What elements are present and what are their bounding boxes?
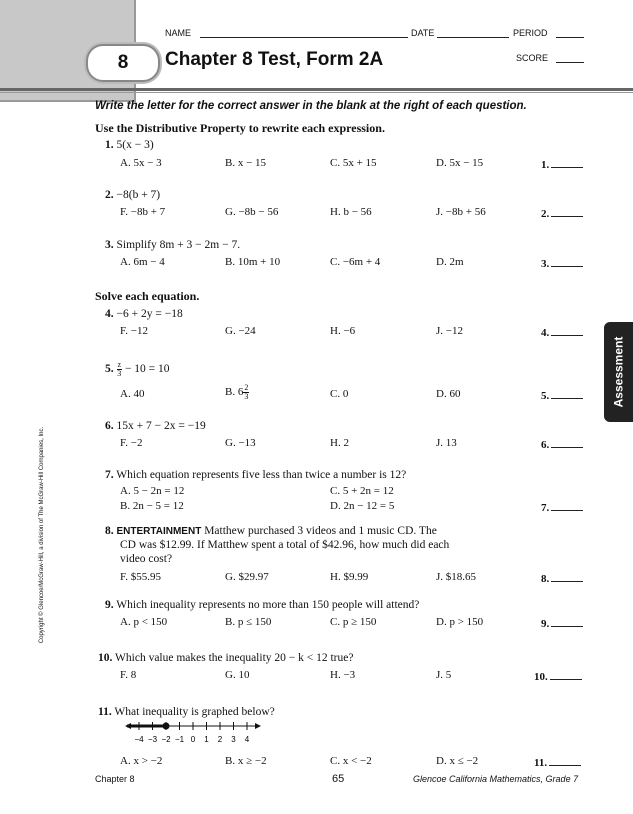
q8-option-g[interactable]: G. $29.97 bbox=[225, 571, 269, 583]
q6-option-j[interactable]: J. 13 bbox=[436, 437, 457, 449]
q8-option-j[interactable]: J. $18.65 bbox=[436, 571, 477, 583]
question-5: 5. $\frac{z}{3}$ − 10 = 10 bbox=[105, 360, 170, 378]
section-heading-solve: Solve each equation. bbox=[95, 289, 200, 303]
header-rule-thin bbox=[0, 92, 633, 93]
question-10: 10. Which value makes the inequality 20 − k < 12 true? bbox=[98, 652, 354, 664]
date-field[interactable] bbox=[437, 26, 509, 38]
assessment-tab-label: Assessment bbox=[611, 336, 626, 408]
page-number: 65 bbox=[332, 773, 345, 785]
q10-option-j[interactable]: J. 5 bbox=[436, 669, 452, 681]
date-label: DATE bbox=[411, 28, 435, 38]
q3-option-a[interactable]: A. 6m − 4 bbox=[120, 256, 165, 268]
q4-option-j[interactable]: J. −12 bbox=[436, 325, 463, 337]
question-9: 9. Which inequality represents no more than 150 people will attend? bbox=[105, 599, 420, 611]
q5-answer-blank[interactable]: 5. bbox=[541, 388, 583, 402]
q6-option-h[interactable]: H. 2 bbox=[330, 437, 349, 449]
page-title: Chapter 8 Test, Form 2A bbox=[165, 49, 384, 70]
q11-option-a[interactable]: A. x > −2 bbox=[120, 755, 163, 767]
q10-option-f[interactable]: F. 8 bbox=[120, 669, 137, 681]
q4-option-h[interactable]: H. −6 bbox=[330, 325, 356, 337]
q3-option-c[interactable]: C. −6m + 4 bbox=[330, 256, 381, 268]
section-heading-distributive: Use the Distributive Property to rewrite each expression. bbox=[95, 121, 385, 135]
q5-option-a[interactable]: A. 40 bbox=[120, 388, 145, 400]
question-11: 11. What inequality is graphed below? bbox=[98, 706, 275, 718]
q9-option-b[interactable]: B. p ≤ 150 bbox=[225, 616, 272, 628]
question-8: 8. ENTERTAINMENT Matthew purchased 3 videos and 1 music CD. The bbox=[105, 525, 437, 537]
q5-option-b[interactable]: B. 6 $\frac{2}{3}$ bbox=[225, 383, 249, 401]
q4-option-g[interactable]: G. −24 bbox=[225, 325, 256, 337]
q5-option-d[interactable]: D. 60 bbox=[436, 388, 461, 400]
q7-option-d[interactable]: D. 2n − 12 = 5 bbox=[330, 500, 395, 512]
q2-option-j[interactable]: J. −8b + 56 bbox=[436, 206, 486, 218]
q3-option-b[interactable]: B. 10m + 10 bbox=[225, 256, 281, 268]
q6-option-f[interactable]: F. −2 bbox=[120, 437, 143, 449]
number-line-tick-label: −4 bbox=[134, 735, 144, 744]
q1-option-b[interactable]: B. x − 15 bbox=[225, 157, 267, 169]
q7-option-c[interactable]: C. 5 + 2n = 12 bbox=[330, 485, 394, 497]
number-line-graph bbox=[125, 718, 275, 744]
q11-option-d[interactable]: D. x ≤ −2 bbox=[436, 755, 479, 767]
header-rule bbox=[0, 88, 633, 91]
score-label: SCORE bbox=[516, 53, 549, 63]
number-line-tick-label: 1 bbox=[204, 735, 209, 744]
q7-answer-blank[interactable]: 7. bbox=[541, 500, 583, 514]
q1-option-d[interactable]: D. 5x − 15 bbox=[436, 157, 484, 169]
question-4: 4. −6 + 2y = −18 bbox=[105, 308, 183, 320]
number-line-tick-label: 4 bbox=[244, 735, 250, 744]
q5-fraction: $\frac{z}{3}$ bbox=[117, 360, 122, 378]
q9-option-a[interactable]: A. p < 150 bbox=[120, 616, 168, 628]
q3-option-d[interactable]: D. 2m bbox=[436, 256, 464, 268]
question-8-line2: CD was $12.99. If Matthew spent a total of $42.96, how much did each bbox=[120, 539, 450, 551]
question-1: 1. 5(x − 3) bbox=[105, 139, 154, 151]
number-line-endpoint bbox=[163, 723, 169, 729]
q1-option-c[interactable]: C. 5x + 15 bbox=[330, 157, 377, 169]
q8-answer-blank[interactable]: 8. bbox=[541, 571, 583, 585]
q11-option-b[interactable]: B. x ≥ −2 bbox=[225, 755, 267, 767]
name-field[interactable] bbox=[200, 26, 408, 38]
number-line-tick-label: 3 bbox=[231, 735, 236, 744]
q6-answer-blank[interactable]: 6. bbox=[541, 437, 583, 451]
q2-option-g[interactable]: G. −8b − 56 bbox=[225, 206, 279, 218]
q10-option-h[interactable]: H. −3 bbox=[330, 669, 356, 681]
q10-answer-blank[interactable]: 10. bbox=[534, 669, 582, 683]
period-label: PERIOD bbox=[513, 28, 548, 38]
chapter-number-badge: 8 bbox=[86, 44, 160, 82]
q9-answer-blank[interactable]: 9. bbox=[541, 616, 583, 630]
question-7: 7. Which equation represents five less than twice a number is 12? bbox=[105, 469, 407, 481]
q7-option-a[interactable]: A. 5 − 2n = 12 bbox=[120, 485, 185, 497]
footer-book-title: Glencoe California Mathematics, Grade 7 bbox=[413, 774, 579, 784]
q7-option-b[interactable]: B. 2n − 5 = 12 bbox=[120, 500, 184, 512]
q11-option-c[interactable]: C. x < −2 bbox=[330, 755, 372, 767]
q11-answer-blank[interactable]: 11. bbox=[534, 755, 581, 769]
number-line-tick-label: −3 bbox=[147, 735, 158, 744]
period-field[interactable] bbox=[556, 26, 584, 38]
number-line-right-arrow bbox=[255, 723, 261, 729]
number-line-tick-label: 2 bbox=[217, 735, 223, 744]
q5-option-c[interactable]: C. 0 bbox=[330, 388, 349, 400]
q4-answer-blank[interactable]: 4. bbox=[541, 325, 583, 339]
number-line-tick-label: 0 bbox=[190, 735, 196, 744]
question-2: 2. −8(b + 7) bbox=[105, 189, 161, 201]
name-label: NAME bbox=[165, 28, 192, 38]
instructions: Write the letter for the correct answer in the blank at the right of each question. bbox=[95, 100, 527, 112]
q9-option-c[interactable]: C. p ≥ 150 bbox=[330, 616, 377, 628]
q6-option-g[interactable]: G. −13 bbox=[225, 437, 256, 449]
q1-option-a[interactable]: A. 5x − 3 bbox=[120, 157, 162, 169]
q8-option-f[interactable]: F. $55.95 bbox=[120, 571, 161, 583]
number-line-tick-label: −2 bbox=[161, 735, 171, 744]
q9-option-d[interactable]: D. p > 150 bbox=[436, 616, 484, 628]
q8-option-h[interactable]: H. $9.99 bbox=[330, 571, 369, 583]
question-3: 3. Simplify 8m + 3 − 2m − 7. bbox=[105, 239, 241, 251]
q2-option-h[interactable]: H. b − 56 bbox=[330, 206, 372, 218]
question-6: 6. 15x + 7 − 2x = −19 bbox=[105, 420, 206, 432]
q10-option-g[interactable]: G. 10 bbox=[225, 669, 250, 681]
footer-chapter: Chapter 8 bbox=[95, 774, 135, 784]
number-line-tick-label: −1 bbox=[174, 735, 185, 744]
q1-answer-blank[interactable]: 1. bbox=[541, 157, 583, 171]
copyright-notice: Copyright © Glencoe/McGraw-Hill, a division of The McGraw-Hill Companies, Inc. bbox=[39, 426, 46, 644]
q3-answer-blank[interactable]: 3. bbox=[541, 256, 583, 270]
q2-option-f[interactable]: F. −8b + 7 bbox=[120, 206, 166, 218]
score-field[interactable] bbox=[556, 51, 584, 63]
question-8-line3: video cost? bbox=[120, 553, 173, 565]
q2-answer-blank[interactable]: 2. bbox=[541, 206, 583, 220]
q4-option-f[interactable]: F. −12 bbox=[120, 325, 148, 337]
